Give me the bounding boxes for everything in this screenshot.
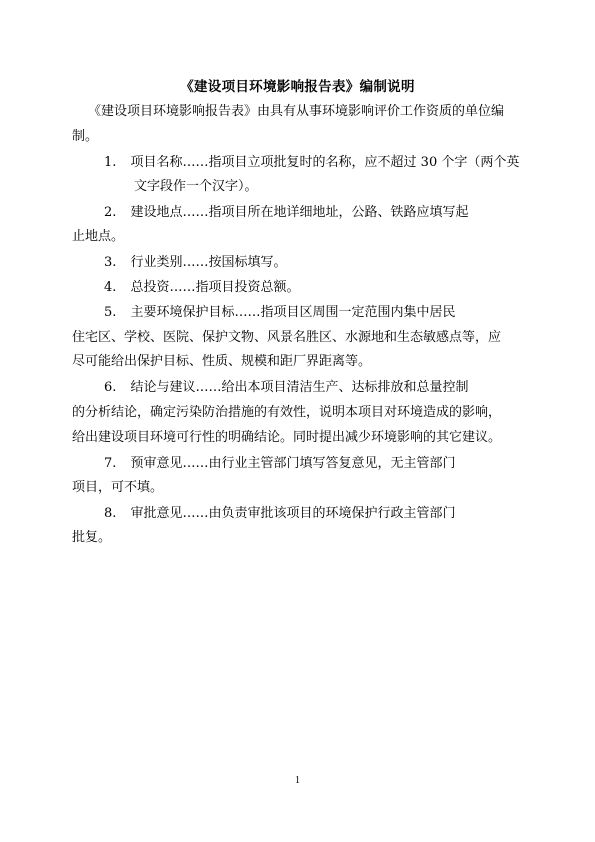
item-6-line-2: 的分析结论，确定污染防治措施的有效性，说明本项目对环境造成的影响， [72,405,502,420]
item-text: 预审意见……由行业主管部门填写答复意见，无主管部门 [130,456,456,471]
item-number: 8. [104,506,117,521]
item-text: 总投资……指项目投资总额。 [130,280,300,295]
document-title: 《建设项目环境影响报告表》编制说明 [180,79,415,95]
item-1-line-1 [104,153,519,173]
item-number: 6. [104,380,117,395]
item-2-line-1 [104,203,469,223]
item-5-line-3: 尽可能给出保护目标、性质、规模和距厂界距离等。 [72,354,372,369]
item-number: 7. [104,456,117,471]
item-number: 1. [104,155,117,170]
item-text: 审批意见……由负责审批该项目的环境保护行政主管部门 [130,506,456,521]
item-text: 行业类别……按国标填写。 [130,255,287,270]
item-6-line-1 [104,378,469,398]
item-8-line-2: 批复。 [72,530,112,545]
item-1-line-2: 文字段作一个汉字）。 [134,179,258,194]
item-text: 主要环境保护目标……指项目区周围一定范围内集中居民 [130,305,456,320]
item-2-line-2: 止地点。 [72,229,125,244]
intro-line-1: 《建设项目环境影响报告表》由具有从事环境影响评价工作资质的单位编 [88,104,505,119]
item-7-line-1 [104,454,456,474]
item-text: 项目名称……指项目立项批复时的名称，应不超过 30 个字（两个英 [130,155,520,170]
item-6-line-3: 给出建设项目环境可行性的明确结论。同时提出减少环境影响的其它建议。 [72,430,502,445]
item-number: 5. [104,305,117,320]
item-number: 2. [104,205,117,220]
item-4-line-1 [104,278,300,298]
item-number: 4. [104,280,117,295]
item-3-line-1 [104,253,287,273]
page-number: 1 [295,775,300,786]
intro-line-2: 制。 [72,129,99,144]
item-5-line-1 [104,303,456,323]
item-8-line-1 [104,504,456,524]
item-7-line-2: 项目，可不填。 [72,480,164,495]
item-5-line-2: 住宅区、学校、医院、保护文物、风景名胜区、水源地和生态敏感点等，应 [72,330,502,345]
item-text: 结论与建议……给出本项目清洁生产、达标排放和总量控制 [130,380,469,395]
item-number: 3. [104,255,117,270]
item-text: 建设地点……指项目所在地详细地址，公路、铁路应填写起 [130,205,469,220]
